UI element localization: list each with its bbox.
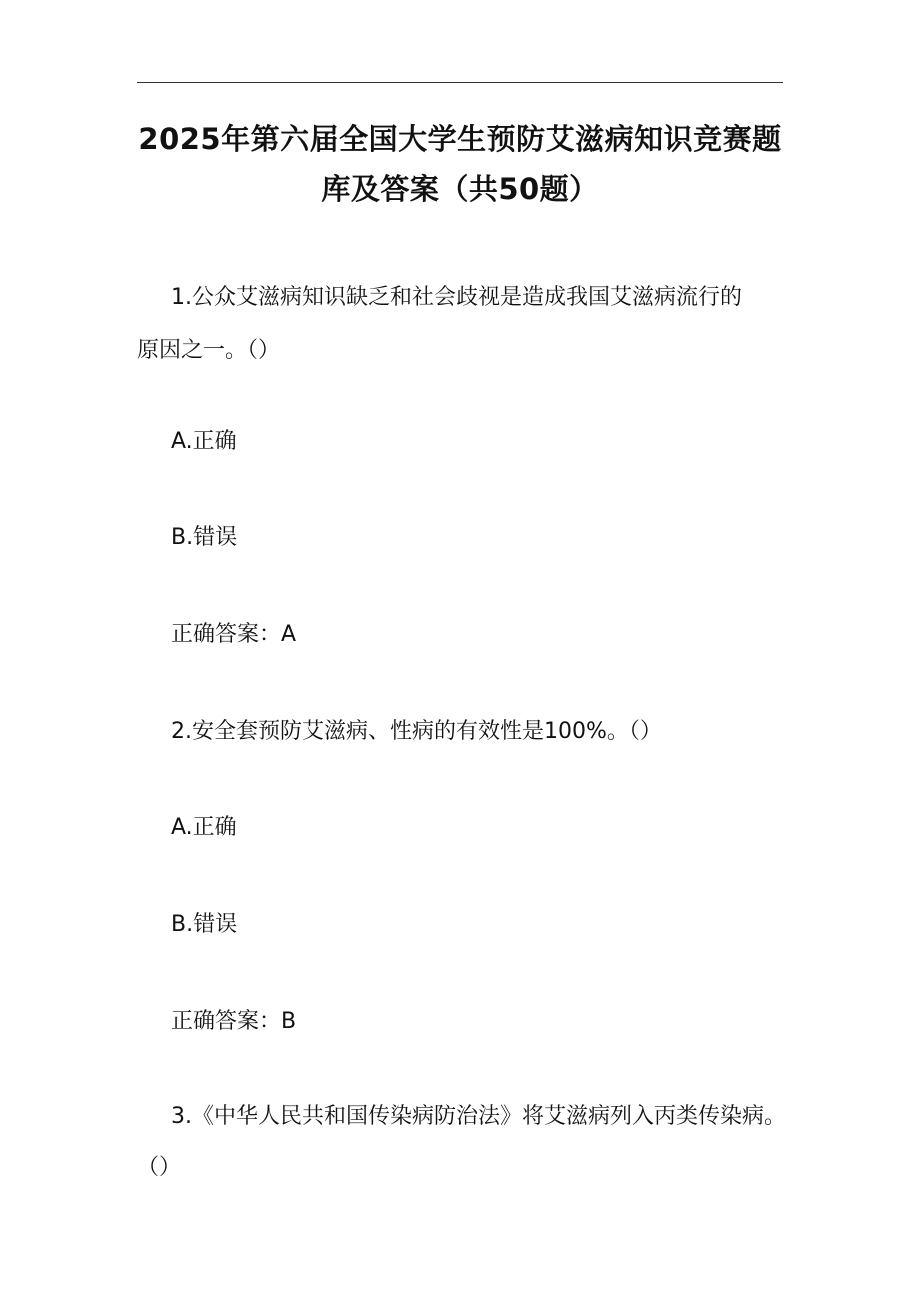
header-rule [137,82,783,83]
question-1-stem-continued: 原因之一。（） [137,338,281,363]
title-line-1: 2025年第六届全国大学生预防艾滋病知识竞赛题 [138,122,782,156]
question-2-option-b: B.错误 [171,912,238,937]
question-2-stem: 2.安全套预防艾滋病、性病的有效性是100%。（） [171,719,662,744]
question-2-option-a: A.正确 [171,815,237,840]
question-1-answer: 正确答案：A [171,622,297,647]
question-3-stem-continued: （） [137,1155,182,1180]
question-1-stem: 1.公众艾滋病知识缺乏和社会歧视是造成我国艾滋病流行的 [171,285,742,310]
question-2-answer: 正确答案：B [171,1009,297,1034]
question-1-option-b: B.错误 [171,525,238,550]
question-3-stem: 3.《中华人民共和国传染病防治法》将艾滋病列入丙类传染病。 [171,1104,786,1129]
question-1-option-a: A.正确 [171,429,237,454]
document-title [137,114,783,214]
title-line-2: 库及答案（共50题） [321,172,599,206]
